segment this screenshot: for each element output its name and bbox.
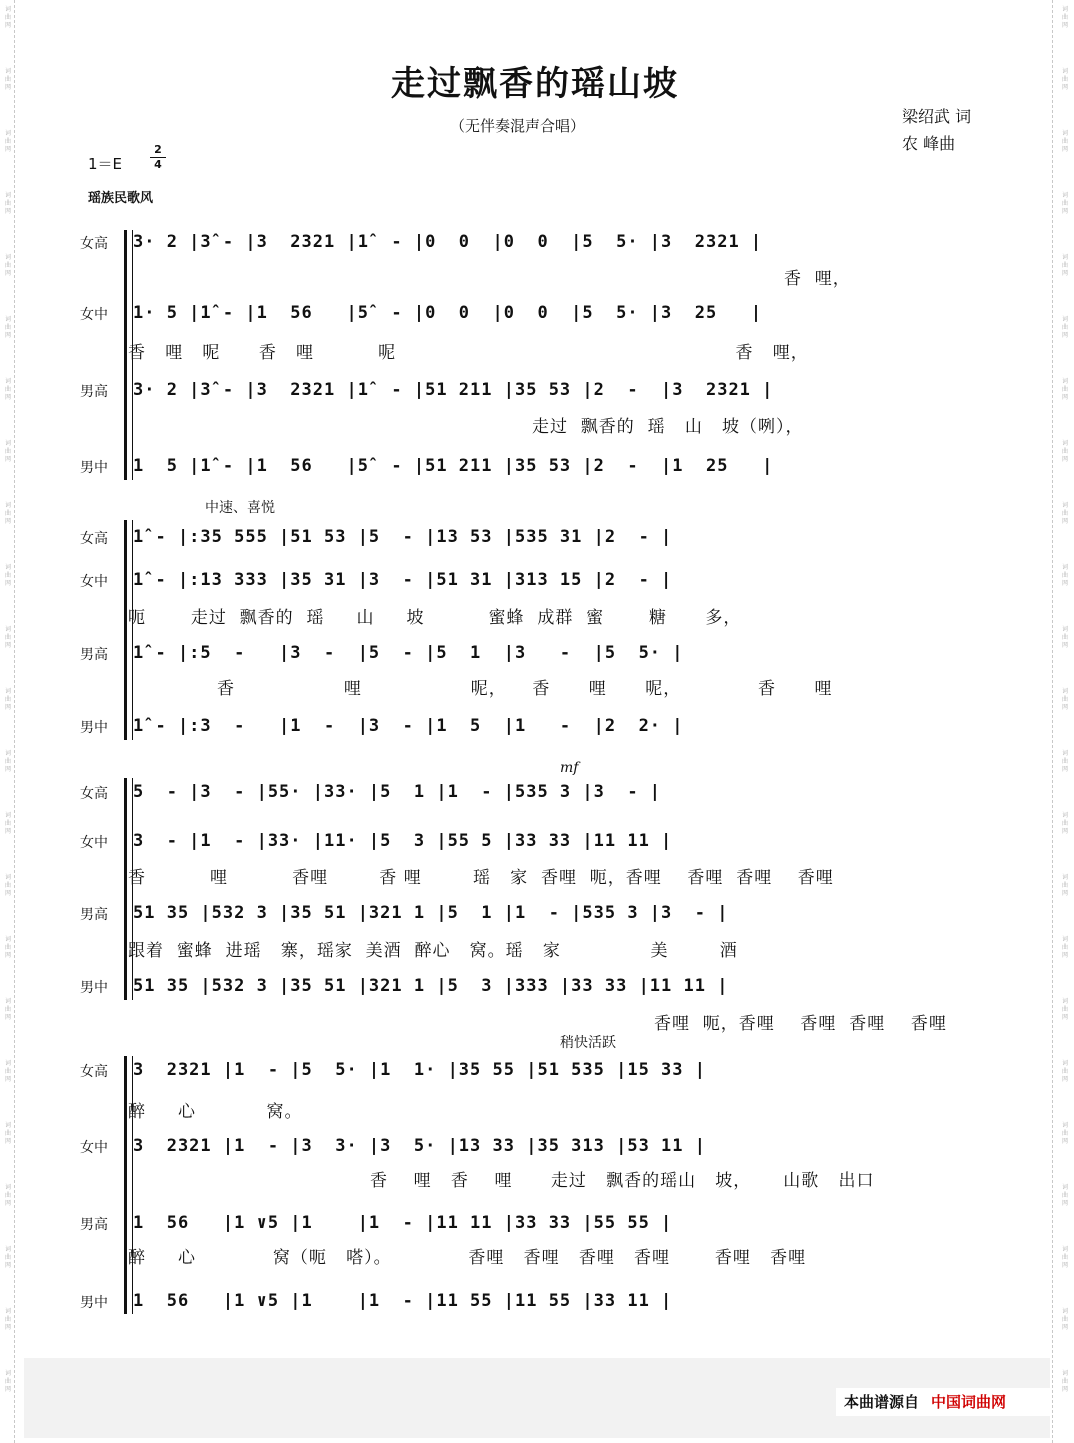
- edge-watermark: 词 曲 网: [1061, 502, 1068, 525]
- edge-watermark: 词 曲 网: [1061, 998, 1068, 1021]
- staff-lyrics: 香 哩 香 哩 走过 飘香的瑶山 坡， 山歌 出口: [370, 1171, 875, 1191]
- edge-watermark: 词 曲 网: [4, 750, 11, 773]
- right-watermark-strip: [1052, 0, 1067, 1443]
- staff-lyrics: 香 哩 呢， 香 哩 呢， 香 哩: [217, 679, 833, 699]
- edge-watermark: 词 曲 网: [4, 440, 11, 463]
- voice-label: 女高: [80, 786, 108, 802]
- staff-notes: 51 35 |532 3 |35 51 |321 1 |5 3 |333 |33 33 |11 11 |: [133, 976, 729, 996]
- staff-lyrics: 香 哩 香哩 香 哩 瑶 家 香哩 呃，香哩 香哩 香哩 香哩: [128, 868, 834, 888]
- edge-watermark: 词 曲 网: [1061, 1308, 1068, 1331]
- staff-notes: 3 - |1 - |33· |11· |5 3 |55 5 |33 33 |11 11 |: [133, 831, 673, 851]
- edge-watermark: 词 曲 网: [4, 192, 11, 215]
- edge-watermark: 词 曲 网: [4, 378, 11, 401]
- edge-watermark: 词 曲 网: [1061, 440, 1068, 463]
- edge-watermark: 词 曲 网: [1061, 812, 1068, 835]
- edge-watermark: 词 曲 网: [1061, 874, 1068, 897]
- edge-watermark: 词 曲 网: [1061, 626, 1068, 649]
- staff-notes: 1 56 |1 ∨5 |1 |1 - |11 11 |33 33 |55 55 |: [133, 1213, 673, 1233]
- edge-watermark: 词 曲 网: [4, 998, 11, 1021]
- edge-watermark: 词 曲 网: [1061, 378, 1068, 401]
- system-3-brace: [124, 778, 133, 1000]
- system-4-brace: [124, 1056, 133, 1314]
- system-2-brace: [124, 520, 133, 740]
- edge-watermark: 词 曲 网: [4, 1122, 11, 1145]
- staff-notes: 1̂ - |:35 555 |51 53 |5 - |13 53 |535 31 |2 - |: [133, 527, 673, 547]
- edge-watermark: 词 曲 网: [1061, 68, 1068, 91]
- edge-watermark: 词 曲 网: [1061, 564, 1068, 587]
- voice-label: 女中: [80, 1140, 108, 1156]
- edge-watermark: 词 曲 网: [1061, 254, 1068, 277]
- edge-watermark: 词 曲 网: [4, 874, 11, 897]
- staff-notes: 3· 2 |3̂ - |3 2321 |1̂ - |51 211 |35 53 |2 - |3 2321 |: [133, 380, 774, 400]
- tempo-marking: 中速、喜悦: [205, 500, 275, 516]
- voice-label: 男高: [80, 647, 108, 663]
- staff-notes: 3· 2 |3̂ - |3 2321 |1̂ - |0 0 |0 0 |5 5· |3 2321 |: [133, 232, 763, 252]
- source-label: 本曲谱源自: [844, 1393, 920, 1411]
- edge-watermark: 词 曲 网: [1061, 688, 1068, 711]
- staff-lyrics: 香哩 呃，香哩 香哩 香哩 香哩: [654, 1014, 947, 1034]
- staff-notes: 3 2321 |1 - |5 5· |1 1· |35 55 |51 535 |15 33 |: [133, 1060, 706, 1080]
- edge-watermark: 词 曲 网: [1061, 1060, 1068, 1083]
- voice-label: 女中: [80, 307, 108, 323]
- dynamic-marking: mf: [560, 760, 579, 776]
- staff-notes: 1· 5 |1̂ - |1 56 |5̂ - |0 0 |0 0 |5 5· |3 25 |: [133, 303, 763, 323]
- staff-notes: 1̂ - |:13 333 |35 31 |3 - |51 31 |313 15 |2 - |: [133, 570, 673, 590]
- edge-watermark: 词 曲 网: [4, 6, 11, 29]
- edge-watermark: 词 曲 网: [1061, 1370, 1068, 1393]
- edge-watermark: 词 曲 网: [1061, 750, 1068, 773]
- edge-watermark: 词 曲 网: [4, 626, 11, 649]
- edge-watermark: 词 曲 网: [4, 1308, 11, 1331]
- staff-lyrics: 香 哩 呢 香 哩 呢 香 哩，: [128, 343, 809, 363]
- time-signature: [150, 143, 166, 172]
- edge-watermark: 词 曲 网: [1061, 1122, 1068, 1145]
- voice-label: 男中: [80, 980, 108, 996]
- time-signature-bottom: 4: [150, 157, 166, 172]
- time-signature-top: 2: [154, 143, 162, 156]
- staff-notes: 1 56 |1 ∨5 |1 |1 - |11 55 |11 55 |33 11 |: [133, 1291, 673, 1311]
- edge-watermark: 词 曲 网: [4, 564, 11, 587]
- source-attribution[interactable]: [836, 1388, 1052, 1416]
- edge-watermark: 词 曲 网: [1061, 1184, 1068, 1207]
- edge-watermark: 词 曲 网: [4, 812, 11, 835]
- edge-watermark: 词 曲 网: [4, 502, 11, 525]
- staff-notes: 51 35 |532 3 |35 51 |321 1 |5 1 |1 - |535 3 |3 - |: [133, 903, 729, 923]
- staff-lyrics: 呃 走过 飘香的 瑶 山 坡 蜜蜂 成群 蜜 糖 多，: [128, 608, 742, 628]
- left-watermark-strip: [0, 0, 15, 1443]
- edge-watermark: 词 曲 网: [4, 1184, 11, 1207]
- voice-label: 女中: [80, 835, 108, 851]
- edge-watermark: 词 曲 网: [4, 936, 11, 959]
- staff-lyrics: 跟着 蜜蜂 进瑶 寨，瑶家 美酒 醉心 窝。瑶 家 美 酒: [128, 941, 738, 961]
- edge-watermark: 词 曲 网: [4, 1246, 11, 1269]
- style-marking: 瑶族民歌风: [88, 191, 154, 206]
- edge-watermark: 词 曲 网: [4, 1370, 11, 1393]
- voice-label: 男高: [80, 1217, 108, 1233]
- staff-notes: 5 - |3 - |55· |33· |5 1 |1 - |535 3 |3 - |: [133, 782, 662, 802]
- staff-notes: 1̂ - |:5 - |3 - |5 - |5 1 |3 - |5 5· |: [133, 643, 684, 663]
- voice-label: 男中: [80, 1295, 108, 1311]
- edge-watermark: 词 曲 网: [4, 130, 11, 153]
- edge-watermark: 词 曲 网: [1061, 316, 1068, 339]
- lyricist-credit: 梁绍武 词: [902, 107, 972, 126]
- edge-watermark: 词 曲 网: [4, 68, 11, 91]
- tempo-marking: 稍快活跃: [560, 1035, 616, 1051]
- source-site-link[interactable]: 中国词曲网: [931, 1393, 1007, 1411]
- edge-watermark: 词 曲 网: [1061, 130, 1068, 153]
- voice-label: 女高: [80, 1064, 108, 1080]
- edge-watermark: 词 曲 网: [4, 1060, 11, 1083]
- staff-notes: 1̂ - |:3 - |1 - |3 - |1 5 |1 - |2 2· |: [133, 716, 684, 736]
- voice-label: 男中: [80, 460, 108, 476]
- voice-label: 女高: [80, 531, 108, 547]
- key-signature: 1＝E: [88, 155, 123, 173]
- composer-credit: 农 峰曲: [902, 134, 956, 153]
- song-subtitle: （无伴奏混声合唱）: [450, 117, 586, 135]
- song-title: 走过飘香的瑶山坡: [391, 64, 679, 104]
- voice-label: 男高: [80, 907, 108, 923]
- edge-watermark: 词 曲 网: [1061, 1246, 1068, 1269]
- edge-watermark: 词 曲 网: [4, 316, 11, 339]
- edge-watermark: 词 曲 网: [1061, 192, 1068, 215]
- staff-lyrics: 走过 飘香的 瑶 山 坡（咧），: [532, 417, 804, 437]
- staff-notes: 1 5 |1̂ - |1 56 |5̂ - |51 211 |35 53 |2 - |1 25 |: [133, 456, 774, 476]
- staff-lyrics: 香 哩，: [784, 269, 851, 289]
- edge-watermark: 词 曲 网: [1061, 936, 1068, 959]
- staff-lyrics: 醉 心 窝（呃 嗒）。 香哩 香哩 香哩 香哩 香哩 香哩: [128, 1248, 807, 1268]
- voice-label: 女高: [80, 236, 108, 252]
- voice-label: 男中: [80, 720, 108, 736]
- edge-watermark: 词 曲 网: [4, 688, 11, 711]
- edge-watermark: 词 曲 网: [4, 254, 11, 277]
- staff-notes: 3 2321 |1 - |3 3· |3 5· |13 33 |35 313 |53 11 |: [133, 1136, 706, 1156]
- voice-label: 女中: [80, 574, 108, 590]
- staff-lyrics: 醉 心 窝。: [128, 1102, 303, 1122]
- edge-watermark: 词 曲 网: [1061, 6, 1068, 29]
- voice-label: 男高: [80, 384, 108, 400]
